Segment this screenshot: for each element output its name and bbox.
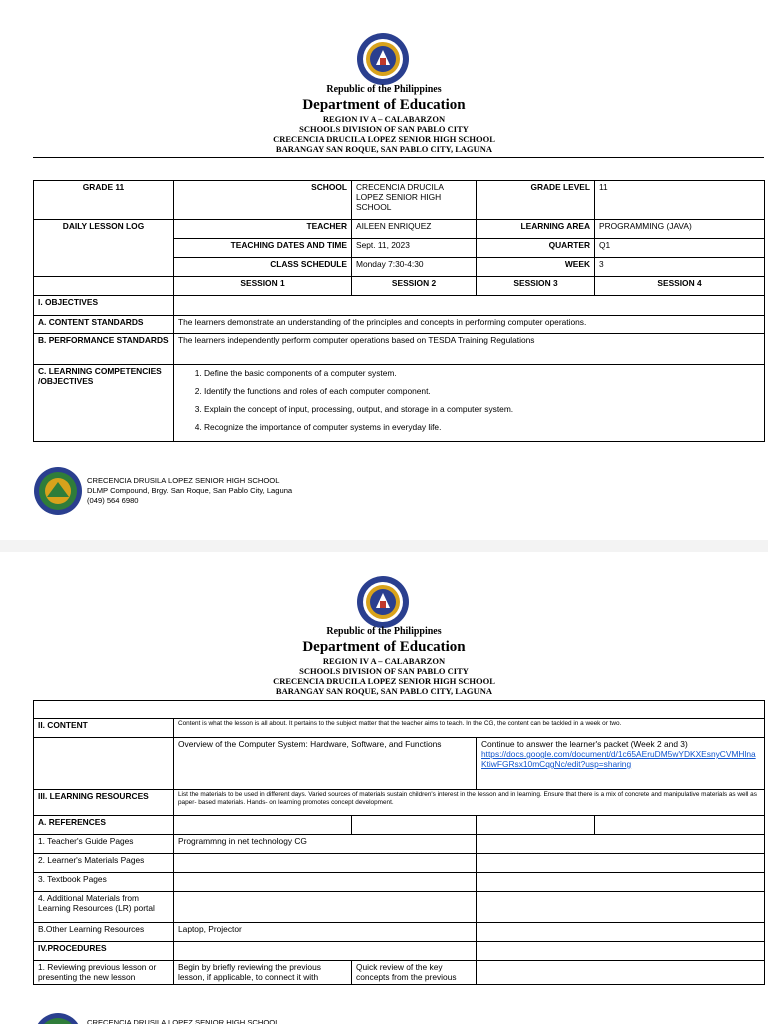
review-session-2: Quick review of the key concepts from the previous <box>352 961 477 985</box>
table-row <box>34 961 765 985</box>
address-text: BARANGAY SAN ROQUE, SAN PABLO CITY, LAGUNA <box>275 686 493 696</box>
dates-value: Sept. 11, 2023 <box>352 239 477 258</box>
list-item: 2. Identify the functions and roles of each computer component. <box>204 386 760 396</box>
teacher-label: TEACHER <box>174 220 352 239</box>
department-title: Department of Education <box>302 97 466 113</box>
list-item: 4. Recognize the importance of computer systems in everyday life. <box>204 422 760 432</box>
empty-cell <box>34 738 174 790</box>
packet-link[interactable]: https://docs.google.com/document/d/1c65AEruDM5wYDKXEsnyCVMHlnaKtiwFGRsx10mCqgNc/edit?usp=sharing <box>481 749 756 769</box>
table-row <box>34 220 765 239</box>
table-row <box>34 790 765 816</box>
dll-cell: DAILY LESSON LOG <box>34 220 174 277</box>
school-value: CRECENCIA DRUCILA LOPEZ SENIOR HIGH SCHOOL <box>352 181 477 220</box>
table-row <box>34 873 765 892</box>
learning-area-label: LEARNING AREA <box>477 220 595 239</box>
lesson-log-table <box>33 180 765 442</box>
other-resources-value: Laptop, Projector <box>174 923 477 942</box>
division-text: SCHOOLS DIVISION OF SAN PABLO CITY <box>299 666 469 676</box>
empty-cell <box>174 854 477 873</box>
table-row <box>34 892 765 923</box>
content-session-1: Overview of the Computer System: Hardware, Software, and Functions <box>174 738 477 790</box>
table-row <box>34 334 765 365</box>
week-value: 3 <box>595 258 765 277</box>
review-label: 1. Reviewing previous lesson or presenting the new lesson <box>34 961 174 985</box>
letterhead <box>0 626 768 696</box>
division-text: SCHOOLS DIVISION OF SAN PABLO CITY <box>299 124 469 134</box>
table-row <box>34 277 765 296</box>
table-row <box>34 316 765 334</box>
letterhead <box>0 84 768 154</box>
footer-address: DLMP Compound, Brgy. San Roque, San Pablo City, Laguna <box>87 486 293 495</box>
resources-label: III. LEARNING RESOURCES <box>34 790 174 816</box>
content-session-3 <box>477 738 765 790</box>
empty-cell <box>174 892 477 923</box>
performance-standards-label: B. PERFORMANCE STANDARDS <box>34 334 174 365</box>
footer-school: CRECENCIA DRUSILA LOPEZ SENIOR HIGH SCHOOL <box>87 1018 280 1024</box>
deped-seal-icon <box>356 575 410 629</box>
other-resources-label: B.Other Learning Resources <box>34 923 174 942</box>
document-page-2 <box>0 552 768 1024</box>
page-footer-partial <box>33 1012 333 1024</box>
empty-cell <box>477 942 765 961</box>
table-row <box>34 181 765 220</box>
region-text: REGION IV A – CALABARZON <box>322 114 446 124</box>
lr-portal-label: 4. Additional Materials from Learning Resources (LR) portal <box>34 892 174 923</box>
school-label: SCHOOL <box>174 181 352 220</box>
session-3-header: SESSION 3 <box>477 277 595 296</box>
content-standards-text: The learners demonstrate an understanding of the principles and concepts in performing computer operations. <box>174 316 765 334</box>
learning-area-value: PROGRAMMING (JAVA) <box>595 220 765 239</box>
page-gap <box>0 540 768 552</box>
quarter-value: Q1 <box>595 239 765 258</box>
school-logo-icon <box>33 1012 83 1024</box>
grade-level-label: GRADE LEVEL <box>477 181 595 220</box>
empty-cell <box>595 816 765 835</box>
empty-cell <box>477 816 595 835</box>
footer-phone: (049) 564 6980 <box>87 496 139 505</box>
dates-label: TEACHING DATES AND TIME <box>174 239 352 258</box>
grade-level-value: 11 <box>595 181 765 220</box>
empty-cell <box>477 873 765 892</box>
content-label: II. CONTENT <box>34 719 174 738</box>
school-text: CRECENCIA DRUCILA LOPEZ SENIOR HIGH SCHOOL <box>273 134 495 144</box>
quarter-label: QUARTER <box>477 239 595 258</box>
address-text: BARANGAY SAN ROQUE, SAN PABLO CITY, LAGUNA <box>275 144 493 154</box>
procedures-label: IV.PROCEDURES <box>34 942 174 961</box>
empty-cell <box>477 961 765 985</box>
department-title: Department of Education <box>302 639 466 655</box>
teacher-value: AILEEN ENRIQUEZ <box>352 220 477 239</box>
session-2-header: SESSION 2 <box>352 277 477 296</box>
review-session-1: Begin by briefly reviewing the previous lesson, if applicable, to connect it with <box>174 961 352 985</box>
table-row <box>34 296 765 316</box>
table-row <box>34 365 765 442</box>
table-row <box>34 835 765 854</box>
empty-cell <box>34 277 174 296</box>
table-row <box>34 816 765 835</box>
empty-cell <box>477 854 765 873</box>
empty-cell <box>174 942 477 961</box>
session-4-header: SESSION 4 <box>595 277 765 296</box>
teachers-guide-label: 1. Teacher's Guide Pages <box>34 835 174 854</box>
table-row <box>34 854 765 873</box>
competencies-cell <box>174 365 765 442</box>
empty-cell <box>34 701 765 719</box>
empty-cell <box>174 816 352 835</box>
school-text: CRECENCIA DRUCILA LOPEZ SENIOR HIGH SCHOOL <box>273 676 495 686</box>
schedule-value: Monday 7:30-4:30 <box>352 258 477 277</box>
footer-text <box>87 476 292 506</box>
table-row <box>34 738 765 790</box>
republic-text: Republic of the Philippines <box>326 84 442 95</box>
table-row <box>34 719 765 738</box>
empty-cell <box>174 296 765 316</box>
footer-school: CRECENCIA DRUSILA LOPEZ SENIOR HIGH SCHOOL <box>87 476 280 485</box>
table-row <box>34 701 765 719</box>
resources-note: List the materials to be used in different days. Varied sources of materials sustain children's interest in the lesson and in learning. Ensure that there is a mix of concrete and manipulative materials as well as paper- based materials. Hands- on learning promotes concept development. <box>174 790 765 816</box>
region-text: REGION IV A – CALABARZON <box>322 656 446 666</box>
performance-standards-text: The learners independently perform computer operations based on TESDA Training Regulations <box>174 334 765 365</box>
empty-cell <box>477 892 765 923</box>
empty-cell <box>174 873 477 892</box>
competencies-list <box>178 368 760 432</box>
letterhead-divider <box>33 157 764 158</box>
empty-cell <box>477 835 765 854</box>
textbook-label: 3. Textbook Pages <box>34 873 174 892</box>
page-footer <box>33 466 333 518</box>
list-item: 3. Explain the concept of input, processing, output, and storage in a computer system. <box>204 404 760 414</box>
list-item: 1. Define the basic components of a computer system. <box>204 368 760 378</box>
competencies-label: C. LEARNING COMPETENCIES /OBJECTIVES <box>34 365 174 442</box>
table-row <box>34 942 765 961</box>
packet-text: Continue to answer the learner's packet (Week 2 and 3) <box>481 739 688 749</box>
learners-materials-label: 2. Learner's Materials Pages <box>34 854 174 873</box>
lesson-log-table-continued <box>33 700 765 985</box>
teachers-guide-value: Programmng in net technology CG <box>174 835 477 854</box>
empty-cell <box>477 923 765 942</box>
deped-seal-icon <box>356 32 410 86</box>
table-row <box>34 923 765 942</box>
school-logo-icon <box>33 466 83 516</box>
session-1-header: SESSION 1 <box>174 277 352 296</box>
grade-cell: GRADE 11 <box>34 181 174 220</box>
empty-cell <box>352 816 477 835</box>
content-standards-label: A. CONTENT STANDARDS <box>34 316 174 334</box>
schedule-label: CLASS SCHEDULE <box>174 258 352 277</box>
content-note: Content is what the lesson is all about. It pertains to the subject matter that the teacher aims to teach. In the CG, the content can be tackled in a week or two. <box>174 719 765 738</box>
week-label: WEEK <box>477 258 595 277</box>
republic-text: Republic of the Philippines <box>326 626 442 637</box>
references-label: A. REFERENCES <box>34 816 174 835</box>
objectives-heading: I. OBJECTIVES <box>34 296 174 316</box>
